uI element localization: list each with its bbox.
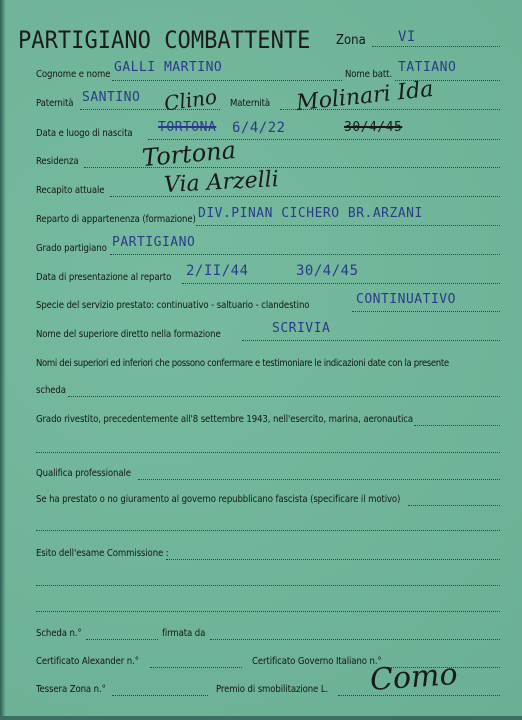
- scheda-line: [68, 396, 500, 397]
- residenza-handwritten: Tortona: [140, 135, 237, 173]
- nascita-struck-date: 30/4/45: [344, 120, 403, 135]
- nascita-label: Data e luogo di nascita: [36, 128, 133, 139]
- presentazione-line: [182, 283, 500, 284]
- recapito-handwritten: Via Arzelli: [163, 167, 280, 198]
- alexander-line: [150, 667, 242, 668]
- qualifica-line: [138, 479, 500, 480]
- nascita-place: TORTONA: [158, 120, 217, 135]
- nascita-date: 6/4/22: [232, 120, 286, 136]
- esito-label: Esito dell'esame Commissione :: [36, 548, 169, 559]
- tessera-line: [112, 695, 208, 696]
- scheda-n-label: Scheda n.°: [36, 628, 82, 639]
- card-title: PARTIGIANO COMBATTENTE: [18, 26, 311, 54]
- scheda-label: scheda: [36, 385, 66, 396]
- cognome-value: GALLI MARTINO: [114, 60, 223, 75]
- maternita-handwritten: Molinari Ida: [295, 76, 435, 117]
- cognome-label: Cognome e nome: [36, 69, 111, 80]
- superiore-label: Nome del superiore diretto nella formazione: [36, 329, 221, 340]
- tessera-label: Tessera Zona n.°: [36, 684, 106, 695]
- grado-value: PARTIGIANO: [112, 235, 196, 250]
- specie-value: CONTINUATIVO: [356, 292, 456, 307]
- superiore-line: [242, 340, 500, 341]
- nome-batt-value: TATIANO: [398, 60, 457, 75]
- reparto-value: DIV.PINAN CICHERO BR.ARZANI: [198, 206, 423, 221]
- paternita-handwritten: Clino: [162, 84, 219, 116]
- nome-batt-label: Nome batt.: [345, 69, 392, 80]
- signature: Como: [368, 656, 459, 699]
- zona-label: Zona: [336, 33, 366, 48]
- reparto-label: Reparto di appartenenza (formazione): [36, 214, 196, 225]
- cognome-line: [112, 80, 342, 81]
- grado-rivestito-line: [414, 425, 500, 426]
- paternita-value: SANTINO: [82, 90, 141, 105]
- firmata-line: [210, 639, 500, 640]
- esito-line-3: [36, 611, 500, 612]
- esito-line: [166, 559, 500, 560]
- scheda-n-line: [86, 639, 158, 640]
- qualifica-label: Qualifica professionale: [36, 468, 131, 479]
- giuramento-line: [408, 505, 500, 506]
- grado-rivestito-label: Grado rivestito, precedentemente all'8 settembre 1943, nell'esercito, marina, aeronautica: [36, 414, 414, 425]
- reparto-line: [196, 225, 500, 226]
- grado-rivestito-line-2: [36, 452, 500, 453]
- superiore-value: SCRIVIA: [272, 321, 331, 336]
- nomi-label: Nomi dei superiori ed inferiori che possono confermare e testimoniare le indicazioni date con la presente: [36, 358, 449, 369]
- specie-label: Specie del servizio prestato: continuativo - saltuario - clandestino: [36, 300, 310, 311]
- zona-value: VI: [398, 29, 416, 45]
- esito-line-2: [36, 585, 500, 586]
- maternita-label: Maternità: [230, 98, 271, 109]
- zona-line: [372, 46, 500, 47]
- premio-label: Premio di smobilitazione L.: [216, 684, 329, 695]
- specie-line: [352, 311, 500, 312]
- presentazione-to: 30/4/45: [296, 263, 359, 279]
- residenza-label: Residenza: [36, 156, 79, 167]
- grado-line: [110, 254, 500, 255]
- alexander-label: Certificato Alexander n.°: [36, 656, 139, 667]
- grado-label: Grado partigiano: [36, 243, 107, 254]
- presentazione-label: Data di presentazione al reparto: [36, 272, 172, 283]
- giuramento-line-2: [36, 530, 500, 531]
- recapito-label: Recapito attuale: [36, 185, 105, 196]
- presentazione-from: 2/II/44: [186, 263, 249, 279]
- firmata-label: firmata da: [162, 628, 206, 639]
- giuramento-label: Se ha prestato o no giuramento al governo repubblicano fascista (specificare il motivo): [36, 494, 401, 505]
- governo-label: Certificato Governo Italiano n.°: [252, 656, 382, 667]
- premio-line: [338, 695, 500, 696]
- paternita-label: Paternità: [36, 98, 74, 109]
